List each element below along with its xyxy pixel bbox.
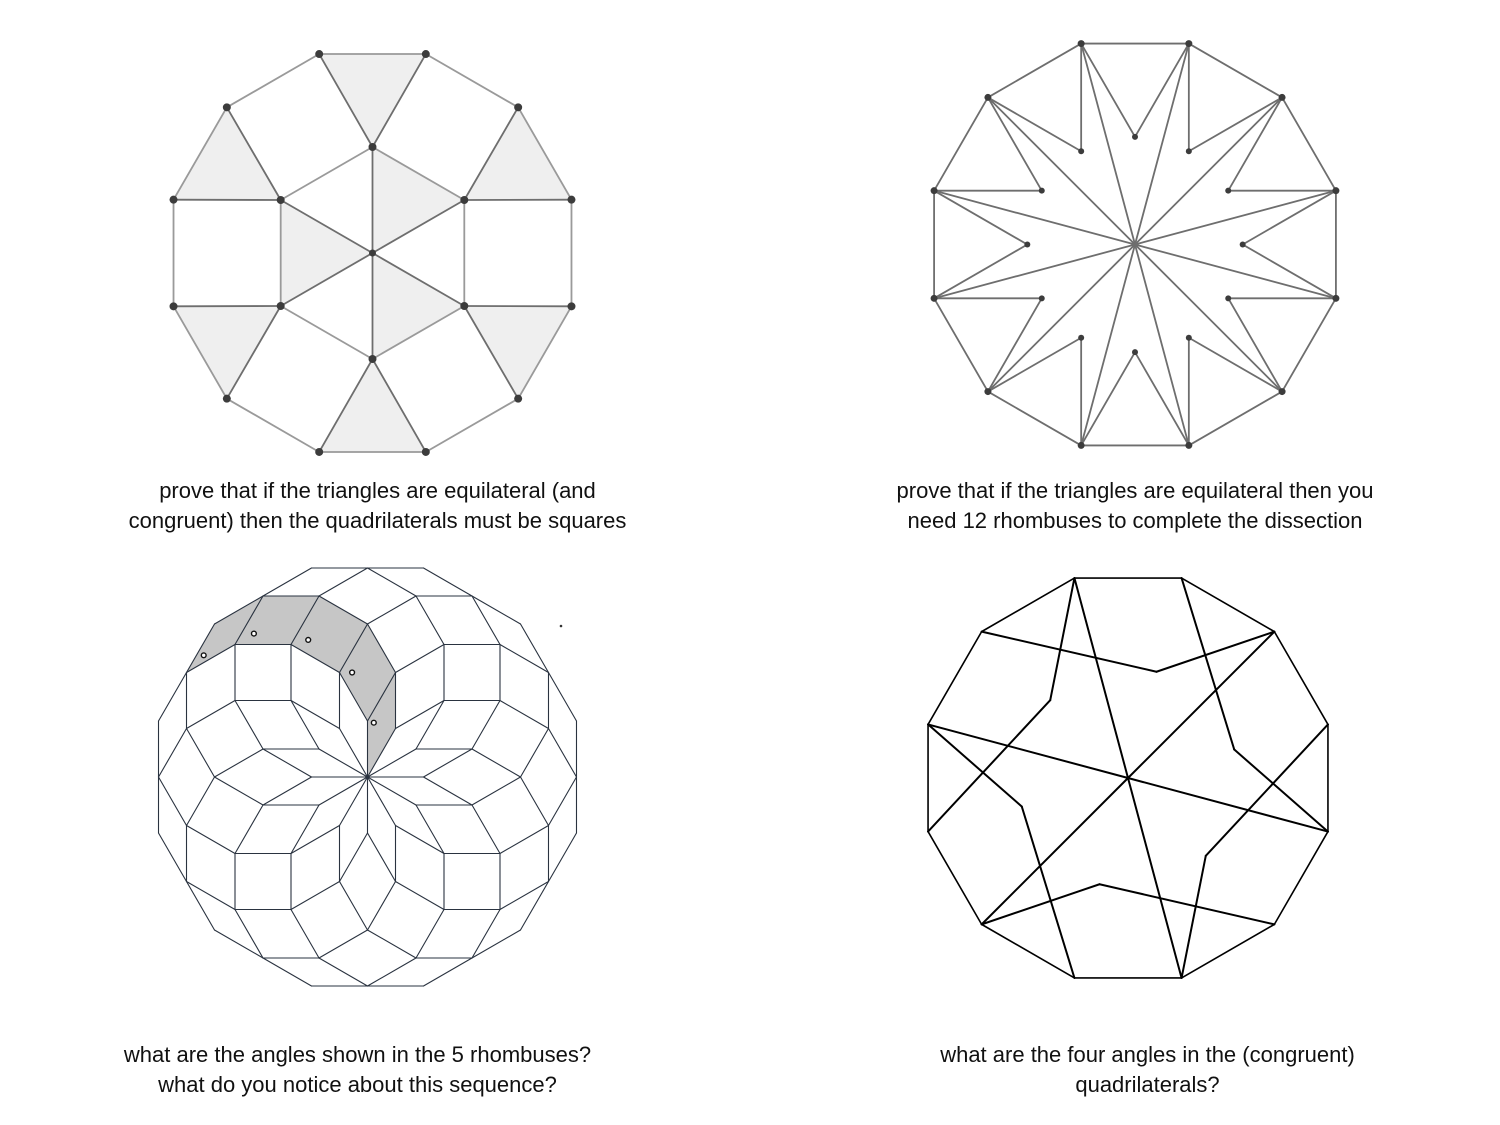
triangle-edge	[1243, 191, 1336, 245]
angle-marker	[252, 631, 257, 636]
rhombus-edge	[159, 673, 187, 721]
triangle-edge	[1135, 44, 1189, 137]
rhombus-edge	[548, 833, 576, 881]
vertex-point	[369, 143, 377, 151]
question-line-2: need 12 rhombuses to complete the dissection	[907, 508, 1363, 533]
rhombus-edge	[424, 749, 472, 777]
triangle-edge	[934, 191, 1027, 245]
vertex-point	[1185, 442, 1192, 449]
dodecagon-star-figure	[920, 30, 1350, 460]
shaded-triangle	[319, 359, 426, 452]
question-caption	[40, 1040, 675, 1100]
rhombus-edge	[520, 624, 548, 672]
rhombus-edge	[416, 701, 444, 749]
rhombus-edge	[500, 881, 548, 909]
shaded-triangle	[464, 306, 571, 399]
question-line-1: what are the angles shown in the 5 rhombuses?	[123, 1042, 592, 1067]
rhombus-edge	[500, 825, 548, 853]
angle-marker	[201, 653, 206, 658]
vertex-point	[567, 196, 575, 204]
vertex-point	[514, 395, 522, 403]
rhombus-edge	[934, 245, 1135, 299]
vertex-point	[984, 388, 991, 395]
outline-edge	[426, 54, 518, 107]
rhombus-edge	[368, 833, 396, 881]
outline-edge	[1274, 832, 1328, 925]
rhombus-edge	[368, 596, 416, 624]
rhombus-edge	[291, 909, 319, 957]
hexagon-edge	[281, 306, 373, 359]
quadrilateral-edge	[1156, 632, 1274, 672]
outline-edge	[426, 399, 518, 452]
vertex-point	[1332, 295, 1339, 302]
outline-edge	[1182, 924, 1275, 978]
shaded-triangle	[464, 107, 571, 200]
rhombus-edge	[319, 568, 367, 596]
rhombus-edge	[396, 881, 444, 909]
rhombus-edge	[291, 825, 339, 853]
rhombus-edge	[368, 930, 416, 958]
rhombus-edge	[187, 881, 235, 909]
outline-edge	[934, 97, 988, 190]
question-line-2: congruent) then the quadrilaterals must be squares	[128, 508, 627, 533]
outline-edge	[227, 399, 319, 452]
angle-marker	[371, 720, 376, 725]
rhombus-edge	[416, 909, 444, 957]
vertex-point	[931, 187, 938, 194]
rhombus-edge	[548, 673, 576, 721]
rhombus-edge	[263, 777, 311, 805]
rhombus-edge	[263, 749, 311, 777]
outline-edge	[988, 392, 1081, 446]
rhombus-edge	[340, 881, 368, 929]
triangle-edge	[1081, 44, 1135, 137]
rhombus-edge	[159, 833, 187, 881]
vertex-point	[1039, 188, 1045, 194]
rhombus-edge	[472, 596, 520, 624]
quadrilateral-edge	[982, 778, 1128, 924]
rhombus-edge	[215, 777, 263, 805]
rhombus-edge	[291, 881, 339, 909]
vertex-point	[170, 302, 178, 310]
vertex-point	[567, 302, 575, 310]
outline-edge	[1274, 632, 1328, 725]
quadrilateral-edge	[1074, 578, 1128, 778]
vertex-point	[1132, 349, 1138, 355]
rhombus-edge	[472, 596, 500, 644]
stray-dot	[560, 625, 563, 628]
vertex-point	[369, 355, 377, 363]
vertex-point	[277, 302, 285, 310]
vertex-point	[1332, 187, 1339, 194]
vertex-point	[223, 395, 231, 403]
shaded-triangle	[319, 54, 426, 147]
rhombus-edge	[215, 930, 263, 958]
triangle-edge	[1243, 245, 1336, 299]
rhombus-edge	[472, 930, 520, 958]
vertex-point	[170, 196, 178, 204]
quadrilateral-edge	[1050, 578, 1074, 700]
rhombus-edge	[520, 777, 548, 825]
rhombus-edge	[340, 729, 368, 777]
rhombus-edge	[263, 958, 311, 986]
rhombus-edge	[291, 805, 319, 853]
rhombus-edge	[319, 749, 367, 777]
rhombus-edge	[520, 729, 548, 777]
vertex-point	[514, 103, 522, 111]
vertex-point	[1279, 388, 1286, 395]
vertex-point	[460, 196, 468, 204]
vertex-point	[1225, 295, 1231, 301]
shaded-triangle	[281, 200, 373, 306]
rhombus-edge	[472, 805, 500, 853]
rhombus-edge	[215, 749, 263, 777]
vertex-point	[1225, 188, 1231, 194]
dodecagon-squares-triangles-figure	[160, 40, 590, 470]
triangle-edge	[1135, 352, 1189, 445]
outline-edge	[1282, 298, 1336, 391]
triangle-edge	[1081, 352, 1135, 445]
rhombus-edge	[472, 701, 500, 749]
question-line-2: what do you notice about this sequence?	[158, 1072, 557, 1097]
rhombus-edge	[368, 777, 396, 825]
rhombus-edge	[520, 881, 548, 929]
quadrilateral-edge	[928, 700, 1050, 831]
quadrilateral-edge	[982, 632, 1157, 672]
question-line-2: quadrilaterals?	[1075, 1072, 1220, 1097]
vertex-point	[1078, 442, 1085, 449]
shaded-triangle	[174, 306, 281, 399]
rhombus-edge	[319, 958, 367, 986]
rhombus-edge	[1081, 44, 1135, 245]
vertex-point	[1024, 242, 1030, 248]
vertex-point	[1186, 335, 1192, 341]
vertex-point	[1185, 40, 1192, 47]
outline-edge	[227, 54, 319, 107]
outline-edge	[988, 44, 1081, 98]
pinwheel-quadrilaterals-figure	[915, 565, 1340, 990]
quadrilateral-edge	[1182, 856, 1206, 978]
vertex-point	[1132, 134, 1138, 140]
question-caption	[820, 1040, 1475, 1100]
rhombus-edge	[187, 777, 215, 825]
rhombus-edge	[988, 245, 1135, 392]
rhombus-edge	[235, 909, 263, 957]
vertex-point	[1078, 40, 1085, 47]
outline-edge	[1189, 392, 1282, 446]
rhombus-edge	[396, 701, 444, 729]
rhombus-edge	[1081, 245, 1135, 446]
rhombus-edge	[263, 568, 311, 596]
rhombus-edge	[416, 596, 444, 644]
question-line-1: prove that if the triangles are equilateral then you	[896, 478, 1374, 503]
rhombus-edge	[548, 777, 576, 825]
rhombus-edge	[187, 729, 215, 777]
vertex-point	[422, 50, 430, 58]
question-line-1: prove that if the triangles are equilateral (and	[159, 478, 596, 503]
question-caption	[40, 476, 715, 536]
vertex-point	[422, 448, 430, 456]
outline-edge	[934, 298, 988, 391]
angle-marker	[350, 670, 355, 675]
vertex-point	[315, 448, 323, 456]
rhombus-edge	[1135, 245, 1189, 446]
rhombus-edge	[548, 729, 576, 777]
rhombus-edge	[934, 191, 1135, 245]
vertex-point	[1240, 242, 1246, 248]
quadrilateral-edge	[1128, 778, 1182, 978]
quadrilateral-edge	[1100, 884, 1275, 924]
vertex-point	[1039, 295, 1045, 301]
rhombus-edge	[187, 825, 235, 853]
angle-marker	[306, 637, 311, 642]
shaded-triangle	[174, 107, 281, 200]
rhombus-edge	[416, 805, 444, 853]
rhombus-edge	[368, 958, 416, 986]
rhombus-rings-figure	[150, 560, 590, 1000]
rhombus-edge	[424, 568, 472, 596]
vertex-point	[931, 295, 938, 302]
vertex-point	[1186, 148, 1192, 154]
rhombus-edge	[1135, 97, 1282, 244]
quadrilateral-edge	[982, 884, 1100, 924]
rhombus-edge	[424, 958, 472, 986]
rhombus-edge	[187, 881, 215, 929]
rhombus-edge	[1135, 44, 1189, 245]
rhombus-edge	[1135, 245, 1282, 392]
rhombus-edge	[988, 97, 1135, 244]
outline-edge	[982, 578, 1075, 632]
rhombus-edge	[472, 777, 520, 805]
rhombus-edge	[472, 749, 520, 777]
outline-edge	[928, 832, 982, 925]
rhombus-edge	[424, 777, 472, 805]
rhombus-edge	[500, 701, 548, 729]
center-point	[369, 250, 376, 257]
rhombus-edge	[340, 833, 368, 881]
outline-edge	[928, 632, 982, 725]
rhombus-edge	[187, 701, 235, 729]
vertex-point	[223, 103, 231, 111]
question-line-1: what are the four angles in the (congruent)	[940, 1042, 1355, 1067]
rhombus-edge	[340, 777, 368, 825]
rhombus-edge	[235, 701, 263, 749]
vertex-point	[277, 196, 285, 204]
vertex-point	[1078, 148, 1084, 154]
vertex-point	[1078, 335, 1084, 341]
rhombus-edge	[159, 777, 187, 825]
hexagon-edge	[281, 147, 373, 200]
vertex-point	[1279, 94, 1286, 101]
quadrilateral-edge	[1206, 724, 1328, 855]
triangle-edge	[934, 245, 1027, 299]
rhombus-edge	[396, 645, 444, 673]
rhombus-edge	[235, 805, 263, 853]
rhombus-edge	[1135, 191, 1336, 245]
outline-edge	[1189, 44, 1282, 98]
question-caption	[800, 476, 1470, 536]
vertex-point	[984, 94, 991, 101]
quadrilateral-edge	[1128, 632, 1274, 778]
rhombus-edge	[500, 645, 548, 673]
rhombus-edge	[1135, 245, 1336, 299]
outline-edge	[1282, 97, 1336, 190]
rhombus-edge	[472, 909, 500, 957]
shaded-triangle	[373, 253, 465, 359]
shaded-triangle	[373, 147, 465, 253]
vertex-point	[460, 302, 468, 310]
rhombus-edge	[368, 568, 416, 596]
rhombus-edge	[396, 825, 444, 853]
rhombus-edge	[319, 930, 367, 958]
rhombus-edge	[291, 701, 319, 749]
rhombus-edge	[159, 729, 187, 777]
vertex-point	[315, 50, 323, 58]
rhombus-edge	[368, 777, 416, 805]
rhombus-edge	[319, 777, 367, 805]
rhombus-edge	[291, 701, 339, 729]
rhombus-edge	[368, 881, 396, 929]
